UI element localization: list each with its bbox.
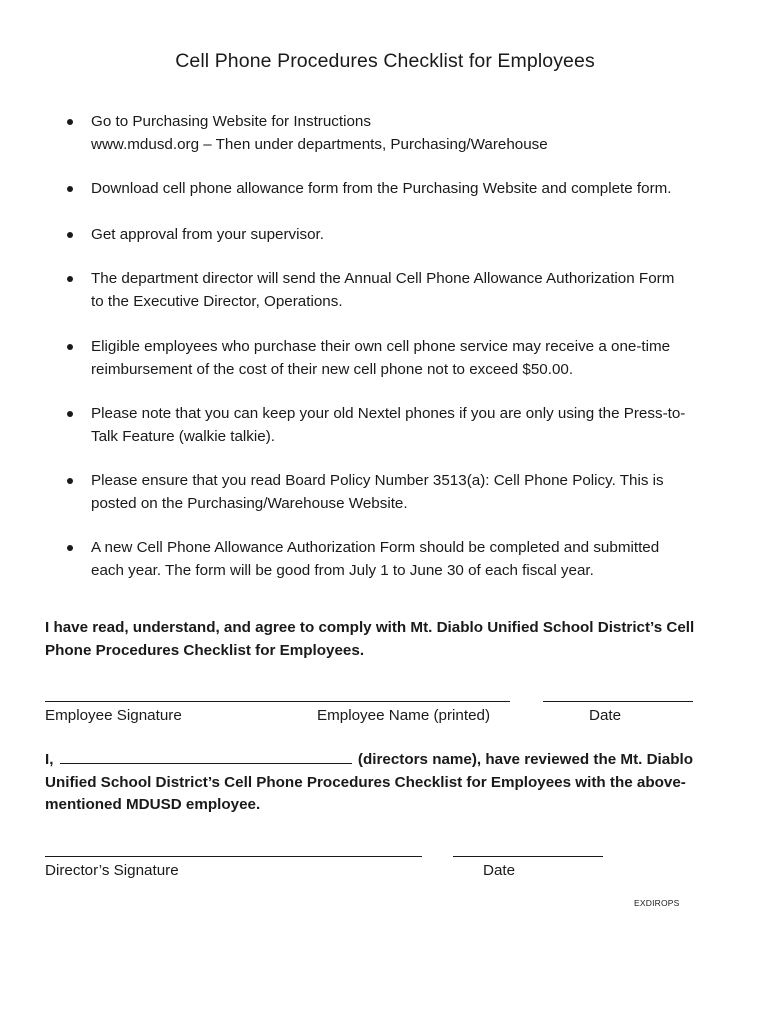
list-item-text: The department director will send the Annual Cell Phone Allowance Authorization Form [91, 270, 675, 287]
bullet-icon [67, 344, 73, 350]
list-item-text: Please ensure that you read Board Policy Number 3513(a): Cell Phone Policy. This is [91, 472, 664, 489]
list-item [66, 224, 726, 247]
agreement-line: I have read, understand, and agree to comply with Mt. Diablo Unified School District’s Cell [45, 619, 695, 636]
director-statement-line [45, 749, 735, 772]
list-item-text: reimbursement of the cost of their new cell phone not to exceed $50.00. [91, 360, 574, 378]
bullet-icon [67, 545, 73, 551]
director-date-label: Date [483, 862, 516, 879]
bullet-icon [67, 232, 73, 238]
list-item [66, 537, 726, 582]
list-item-text: Go to Purchasing Website for Instructions [91, 113, 371, 130]
employee-signature-label: Employee Signature [45, 707, 182, 724]
list-item-text: Talk Feature (walkie talkie). [91, 427, 275, 445]
bullet-icon [67, 411, 73, 417]
director-statement-line: mentioned MDUSD employee. [45, 796, 261, 813]
list-item [66, 470, 726, 515]
document-title: Cell Phone Procedures Checklist for Employees [175, 50, 595, 72]
list-item-text: Download cell phone allowance form from the Purchasing Website and complete form. [91, 180, 672, 197]
bullet-icon [67, 276, 73, 282]
list-item [66, 178, 726, 201]
bullet-icon [67, 119, 73, 125]
list-item-text: to the Executive Director, Operations. [91, 292, 343, 310]
list-item [66, 111, 726, 156]
procedure-list [66, 111, 726, 582]
list-item-text: posted on the Purchasing/Warehouse Website. [91, 494, 408, 512]
bullet-icon [67, 186, 73, 192]
agreement-line: Phone Procedures Checklist for Employees. [45, 641, 365, 659]
employee-signature-line[interactable] [45, 701, 510, 702]
director-prefix: I, [45, 751, 54, 768]
director-statement [45, 749, 735, 817]
director-statement-line: Unified School District’s Cell Phone Procedures Checklist for Employees with the above- [45, 773, 686, 791]
employee-date-label: Date [589, 707, 622, 724]
employee-date-line[interactable] [543, 701, 693, 702]
list-item-text: each year. The form will be good from July 1 to June 30 of each fiscal year. [91, 561, 594, 579]
list-item [66, 268, 726, 313]
list-item-text: Eligible employees who purchase their own cell phone service may receive a one-time [91, 338, 671, 355]
director-signature-label: Director’s Signature [45, 862, 179, 879]
list-item-text: www.mdusd.org – Then under departments, Purchasing/Warehouse [91, 135, 548, 153]
director-suffix: (directors name), have reviewed the Mt. Diablo [357, 751, 693, 768]
list-item-text: Get approval from your supervisor. [91, 225, 324, 243]
footer-code: EXDIROPS [634, 898, 680, 908]
director-date-line[interactable] [453, 856, 603, 857]
director-name-blank[interactable] [60, 749, 352, 764]
agreement-statement [45, 617, 735, 662]
list-item [66, 403, 726, 448]
director-signature-line[interactable] [45, 856, 422, 857]
bullet-icon [67, 478, 73, 484]
employee-name-label: Employee Name (printed) [317, 707, 491, 724]
list-item [66, 336, 726, 381]
list-item-text: Please note that you can keep your old Nextel phones if you are only using the Press-to- [91, 405, 686, 422]
list-item-text: A new Cell Phone Allowance Authorization Form should be completed and submitted [91, 539, 660, 556]
